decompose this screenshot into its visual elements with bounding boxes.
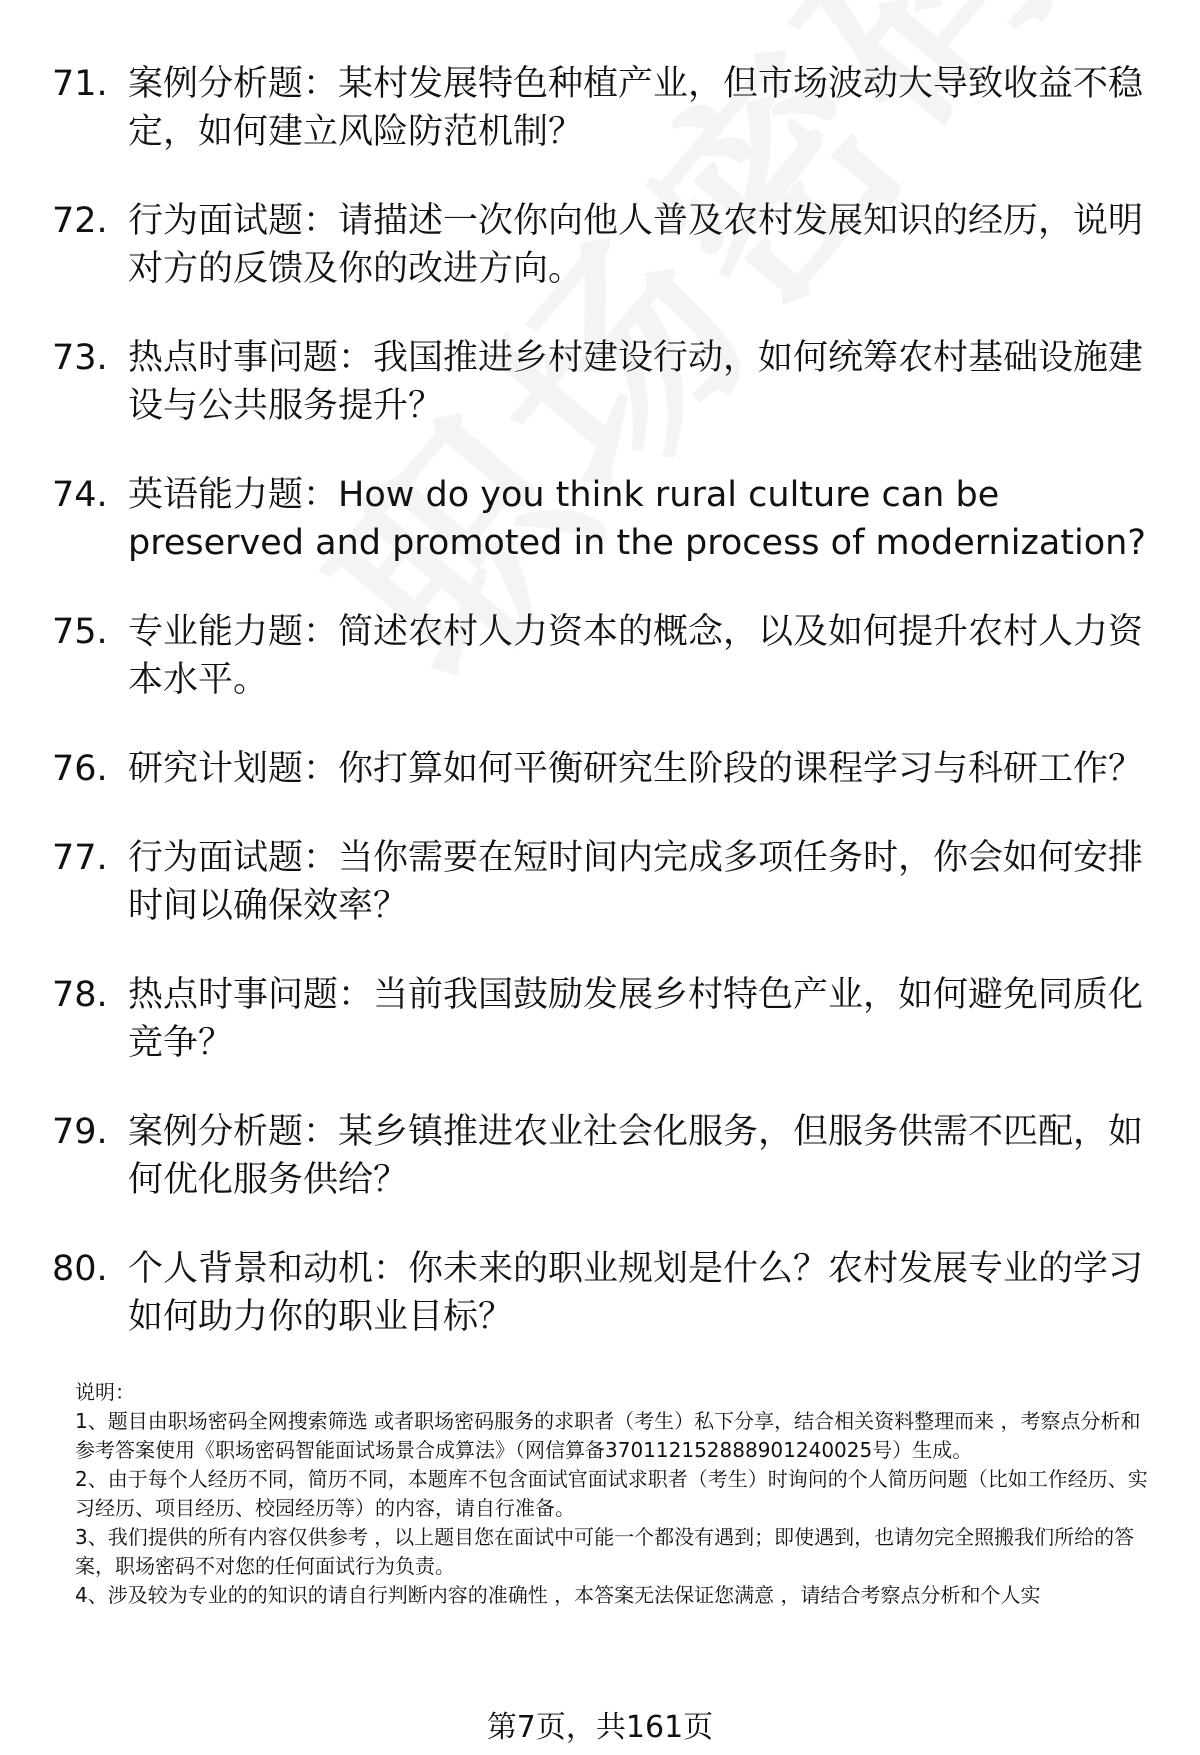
question-number: 72. [52, 201, 108, 241]
question-number: 77. [52, 838, 108, 878]
notes-section [75, 1378, 1155, 1610]
question-item [52, 1245, 1152, 1341]
question-item [52, 197, 1152, 293]
question-number: 78. [52, 975, 108, 1015]
note-item: 3、我们提供的所有内容仅供参考 ，以上题目您在面试中可能一个都没有遇到；即使遇到，也请勿完全照搬我们所给的答案，职场密码不对您的任何面试行为负责。 [75, 1525, 1135, 1578]
note-item: 2、由于每个人经历不同，简历不同，本题库不包含面试官面试求职者（考生）时询问的个人简历问题（比如工作经历、实习经历、项目经历、校园经历等）的内容，请自行准备。 [75, 1467, 1148, 1520]
question-text: 案例分析题：某村发展特色种植产业，但市场波动大导致收益不稳定，如何建立风险防范机制？ [128, 64, 1144, 152]
question-text: 行为面试题：当你需要在短时间内完成多项任务时，你会如何安排时间以确保效率？ [128, 838, 1144, 926]
note-item: 1、题目由职场密码全网搜索筛选 或者职场密码服务的求职者（考生）私下分享，结合相关资料整理而来 ，考察点分析和参考答案使用《职场密码智能面试场景合成算法》（网信算备370112152888901240025号）生成。 [75, 1409, 1141, 1462]
question-number: 80. [52, 1249, 108, 1289]
question-item [52, 745, 1152, 793]
question-number: 75. [52, 612, 108, 652]
question-text: 热点时事问题：当前我国鼓励发展乡村特色产业，如何避免同质化竞争？ [128, 975, 1144, 1063]
question-item [52, 608, 1152, 704]
question-text: 行为面试题：请描述一次你向他人普及农村发展知识的经历，说明对方的反馈及你的改进方向。 [128, 201, 1144, 289]
question-item [52, 834, 1152, 930]
question-text: 研究计划题：你打算如何平衡研究生阶段的课程学习与科研工作？ [128, 749, 1144, 789]
notes-title: 说明： [75, 1380, 135, 1404]
question-number: 76. [52, 749, 108, 789]
question-text: 热点时事问题：我国推进乡村建设行动，如何统筹农村基础设施建设与公共服务提升？ [128, 338, 1144, 426]
question-item [52, 60, 1152, 156]
question-number: 73. [52, 338, 108, 378]
question-list [52, 60, 1152, 1382]
note-item: 4、涉及较为专业的的知识的请自行判断内容的准确性 ，本答案无法保证您满意 ，请结合考察点分析和个人实 [75, 1583, 1041, 1607]
question-number: 79. [52, 1112, 108, 1152]
question-item [52, 334, 1152, 430]
question-text: 英语能力题：How do you think rural culture can be preserved and promoted in the process of modernization? [128, 475, 1146, 563]
question-number: 71. [52, 64, 108, 104]
page-number: 第7页，共161页 [486, 1710, 714, 1745]
question-text: 个人背景和动机：你未来的职业规划是什么？农村发展专业的学习如何助力你的职业目标？ [128, 1249, 1144, 1337]
question-text: 案例分析题：某乡镇推进农业社会化服务，但服务供需不匹配，如何优化服务供给？ [128, 1112, 1144, 1200]
question-number: 74. [52, 475, 108, 515]
question-item [52, 971, 1152, 1067]
question-item [52, 1108, 1152, 1204]
question-item [52, 471, 1152, 567]
question-text: 专业能力题：简述农村人力资本的概念，以及如何提升农村人力资本水平。 [128, 612, 1144, 700]
